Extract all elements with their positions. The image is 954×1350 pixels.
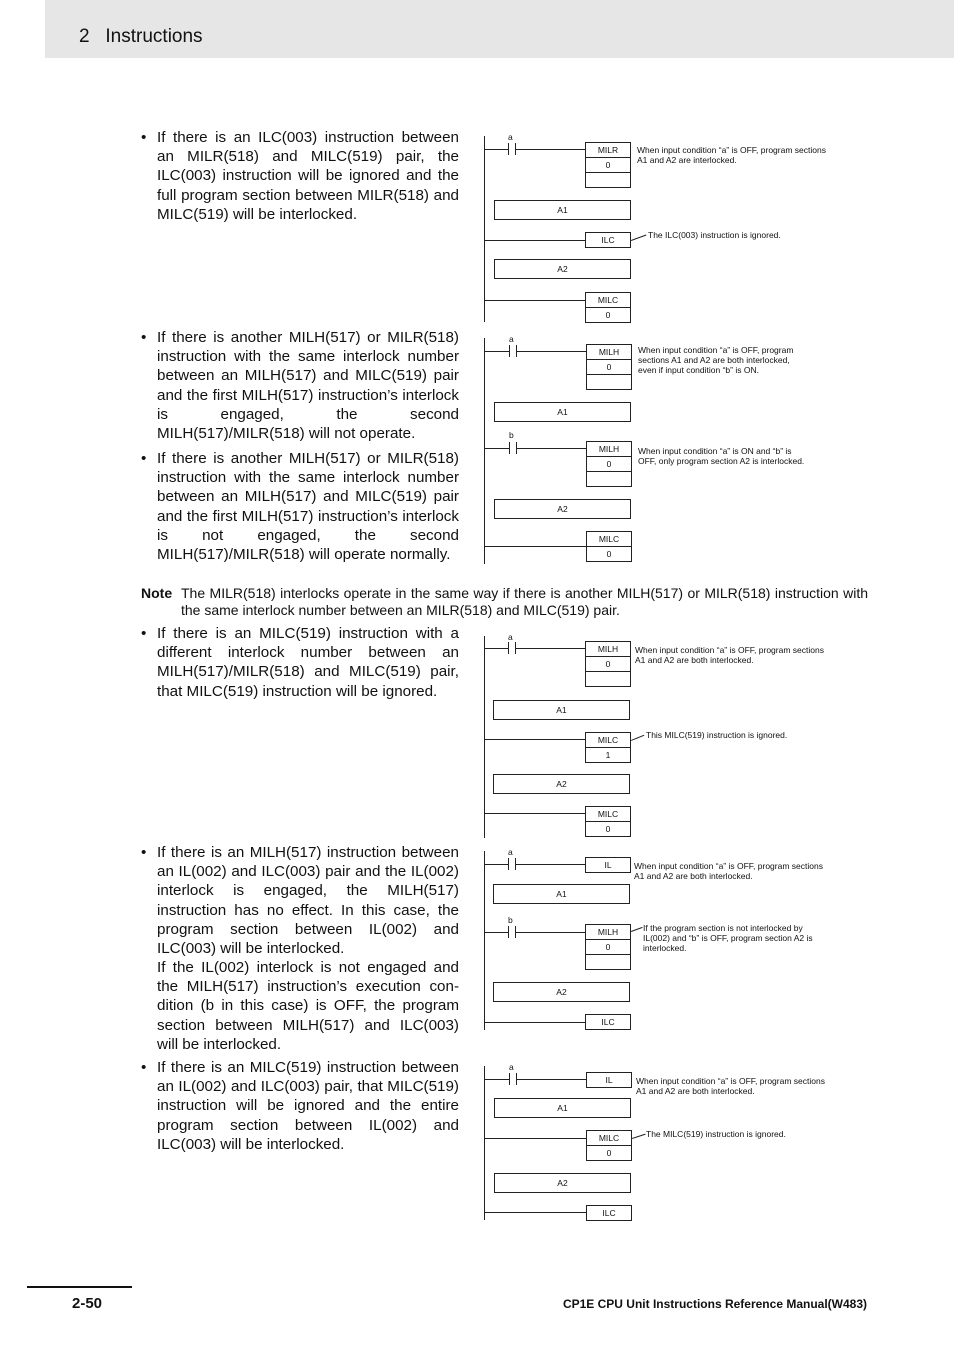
bullet: •: [141, 844, 147, 861]
rung-line: [516, 864, 585, 865]
left-bus-bar: [484, 338, 485, 564]
callout-text: When input condition “a” is OFF, program sections A1 and A2 are both interlocked, even if input condition “b” is ON.: [638, 345, 794, 375]
left-bus-bar: [484, 1066, 485, 1220]
rung-line: [516, 932, 585, 933]
paragraph-ilc-ignored: If there is an ILC(003) instruction between an MILR(518) and MILC(519) pair, the ILC(003) instruction will be ignored and the full program section between MILR(518) and MILC(519) will be interlocked.: [157, 129, 459, 223]
bullet: •: [141, 329, 147, 346]
rung-line: [484, 149, 508, 150]
no-contact-symbol: [509, 442, 517, 454]
program-section-a1: A1: [493, 884, 630, 904]
callout-text: When input condition “a” is ON and “b” is OFF, only program section A2 is interlocked.: [638, 446, 805, 466]
rung-line: [517, 1079, 586, 1080]
milc-instruction: MILC 0: [586, 531, 632, 562]
contact-label: a: [509, 334, 514, 344]
rung-line: [516, 648, 585, 649]
footer-rule: [27, 1286, 132, 1288]
rung-line: [484, 240, 585, 241]
milc-instruction-ignored: MILC 1: [585, 732, 631, 763]
paragraph-milc-different-number: If there is an MILC(519) instruction with a different interlock number between an MILH(517)/MILR(518) and MILC(519) pair, that MILC(519) instruction will be ignored.: [157, 625, 459, 700]
ilc-instruction: ILC: [585, 1014, 631, 1030]
no-contact-symbol: [509, 345, 517, 357]
rung-line: [484, 1138, 586, 1139]
rung-line: [517, 351, 586, 352]
program-section-a2: A2: [494, 259, 631, 279]
rung-line: [484, 648, 508, 649]
callout-text: When input condition “a” is OFF, program sections A1 and A2 are both interlocked.: [635, 645, 824, 665]
rung-line: [484, 546, 586, 547]
program-section-a1: A1: [493, 700, 630, 720]
rung-line: [484, 864, 508, 865]
no-contact-symbol: [508, 858, 516, 870]
rung-line: [484, 813, 585, 814]
il-instruction: IL: [585, 857, 631, 873]
ladder-diagram-1: [484, 130, 844, 322]
no-contact-symbol: [508, 642, 516, 654]
callout-text: The MILC(519) instruction is ignored.: [646, 1129, 786, 1139]
rung-line: [484, 739, 585, 740]
callout-text: When input condition “a” is OFF, program sections A1 and A2 are interlocked.: [637, 145, 826, 165]
milh-instruction: MILH 0: [586, 344, 632, 390]
milh-instruction: MILH 0: [586, 441, 632, 487]
section-title: 2 Instructions: [79, 26, 203, 47]
rung-line: [484, 351, 509, 352]
ladder-diagram-5: [484, 1060, 844, 1220]
contact-label: a: [509, 1062, 514, 1072]
program-section-a1: A1: [494, 402, 631, 422]
paragraph-second-milh-operate: If there is another MILH(517) or MILR(518) instruction with the same interlock number between an MILH(517) and MILC(519) pair and the first MILH(517) instruction’s interlock is not engaged, the second MILH(517)/MILR(518) will operate normally.: [157, 450, 459, 564]
contact-label: b: [508, 915, 513, 925]
milr-instruction: MILR 0: [585, 142, 631, 188]
milc-instruction-ignored: MILC 0: [586, 1130, 632, 1161]
program-section-a1: A1: [494, 1098, 631, 1118]
rung-line: [516, 149, 585, 150]
program-section-a2: A2: [494, 1173, 631, 1193]
program-section-a2: A2: [493, 774, 630, 794]
no-contact-symbol: [508, 143, 516, 155]
callout-leader: [631, 235, 646, 241]
left-bus-bar: [484, 851, 485, 1030]
milh-instruction: MILH 0: [585, 924, 631, 970]
bullet: •: [141, 450, 147, 467]
callout-text: When input condition “a” is OFF, program sections A1 and A2 are both interlocked.: [636, 1076, 825, 1096]
callout-text: If the program section is not interlocked by IL(002) and “b” is OFF, program section A2 is interlocked.: [643, 923, 813, 953]
callout-text: When input condition “a” is OFF, program sections A1 and A2 are both interlocked.: [634, 861, 823, 881]
callout-leader: [631, 735, 644, 741]
left-bus-bar: [484, 136, 485, 322]
rung-line: [484, 932, 508, 933]
paragraph-milh-in-il: If there is an MILH(517) instruction between an IL(002) and ILC(003) pair and the IL(002) interlock is engaged, the MILH(517) instruction has no effect. In this case, the program section between IL(002) and ILC(003) will be interlocked.: [157, 844, 459, 958]
rung-line: [517, 448, 586, 449]
callout-text: The ILC(003) instruction is ignored.: [648, 230, 781, 240]
il-instruction: IL: [586, 1072, 632, 1088]
bullet: •: [141, 1059, 147, 1076]
ladder-diagram-2: [484, 332, 844, 564]
ladder-diagram-3: [484, 630, 844, 838]
callout-text: This MILC(519) instruction is ignored.: [646, 730, 788, 740]
paragraph-second-milh-not-operate: If there is another MILH(517) or MILR(518) instruction with the same interlock number between an MILH(517) and MILC(519) pair and the first MILH(517) instruction’s interlock is engaged, the second MILH(517)/MILR(518) will not operate.: [157, 329, 459, 443]
ilc-instruction: ILC: [586, 1205, 632, 1221]
callout-leader: [631, 927, 643, 932]
paragraph-il-not-engaged: If the IL(002) interlock is not engaged and the MILH(517) instruction’s execution con-dition (b in this case) is OFF, the program section between MILH(517) and ILC(003) will be interlocked.: [157, 959, 459, 1053]
rung-line: [484, 300, 585, 301]
ladder-diagram-4: [484, 845, 844, 1030]
note-text: The MILR(518) interlocks operate in the same way if there is another MILH(517) or MILR(518) instruction with the same interlock number between an MILR(518) and MILC(519) pair.: [181, 585, 868, 618]
milc-instruction: MILC 0: [585, 292, 631, 323]
rung-line: [484, 1022, 585, 1023]
rung-line: [484, 448, 509, 449]
bullet: •: [141, 625, 147, 642]
manual-title: CP1E CPU Unit Instructions Reference Manual(W483): [562, 1297, 867, 1311]
no-contact-symbol: [508, 926, 516, 938]
rung-line: [484, 1212, 586, 1213]
milh-instruction: MILH 0: [585, 641, 631, 687]
left-bus-bar: [484, 636, 485, 838]
contact-label: a: [508, 847, 513, 857]
bullet: •: [141, 129, 147, 146]
paragraph-milc-in-il: If there is an MILC(519) instruction between an IL(002) and ILC(003) pair, that MILC(519) instruction will be ignored and the entire program section between IL(002) and ILC(003) will be interlocked.: [157, 1059, 459, 1153]
program-section-a1: A1: [494, 200, 631, 220]
milc-instruction: MILC 0: [585, 806, 631, 837]
contact-label: a: [508, 132, 513, 142]
program-section-a2: A2: [494, 499, 631, 519]
contact-label: a: [508, 632, 513, 642]
contact-label: b: [509, 430, 514, 440]
program-section-a2: A2: [493, 982, 630, 1002]
page-number: 2-50: [72, 1295, 103, 1312]
rung-line: [484, 1079, 509, 1080]
no-contact-symbol: [509, 1073, 517, 1085]
ilc-instruction: ILC: [585, 232, 631, 248]
callout-leader: [632, 1134, 646, 1139]
note-label: Note: [141, 585, 173, 601]
